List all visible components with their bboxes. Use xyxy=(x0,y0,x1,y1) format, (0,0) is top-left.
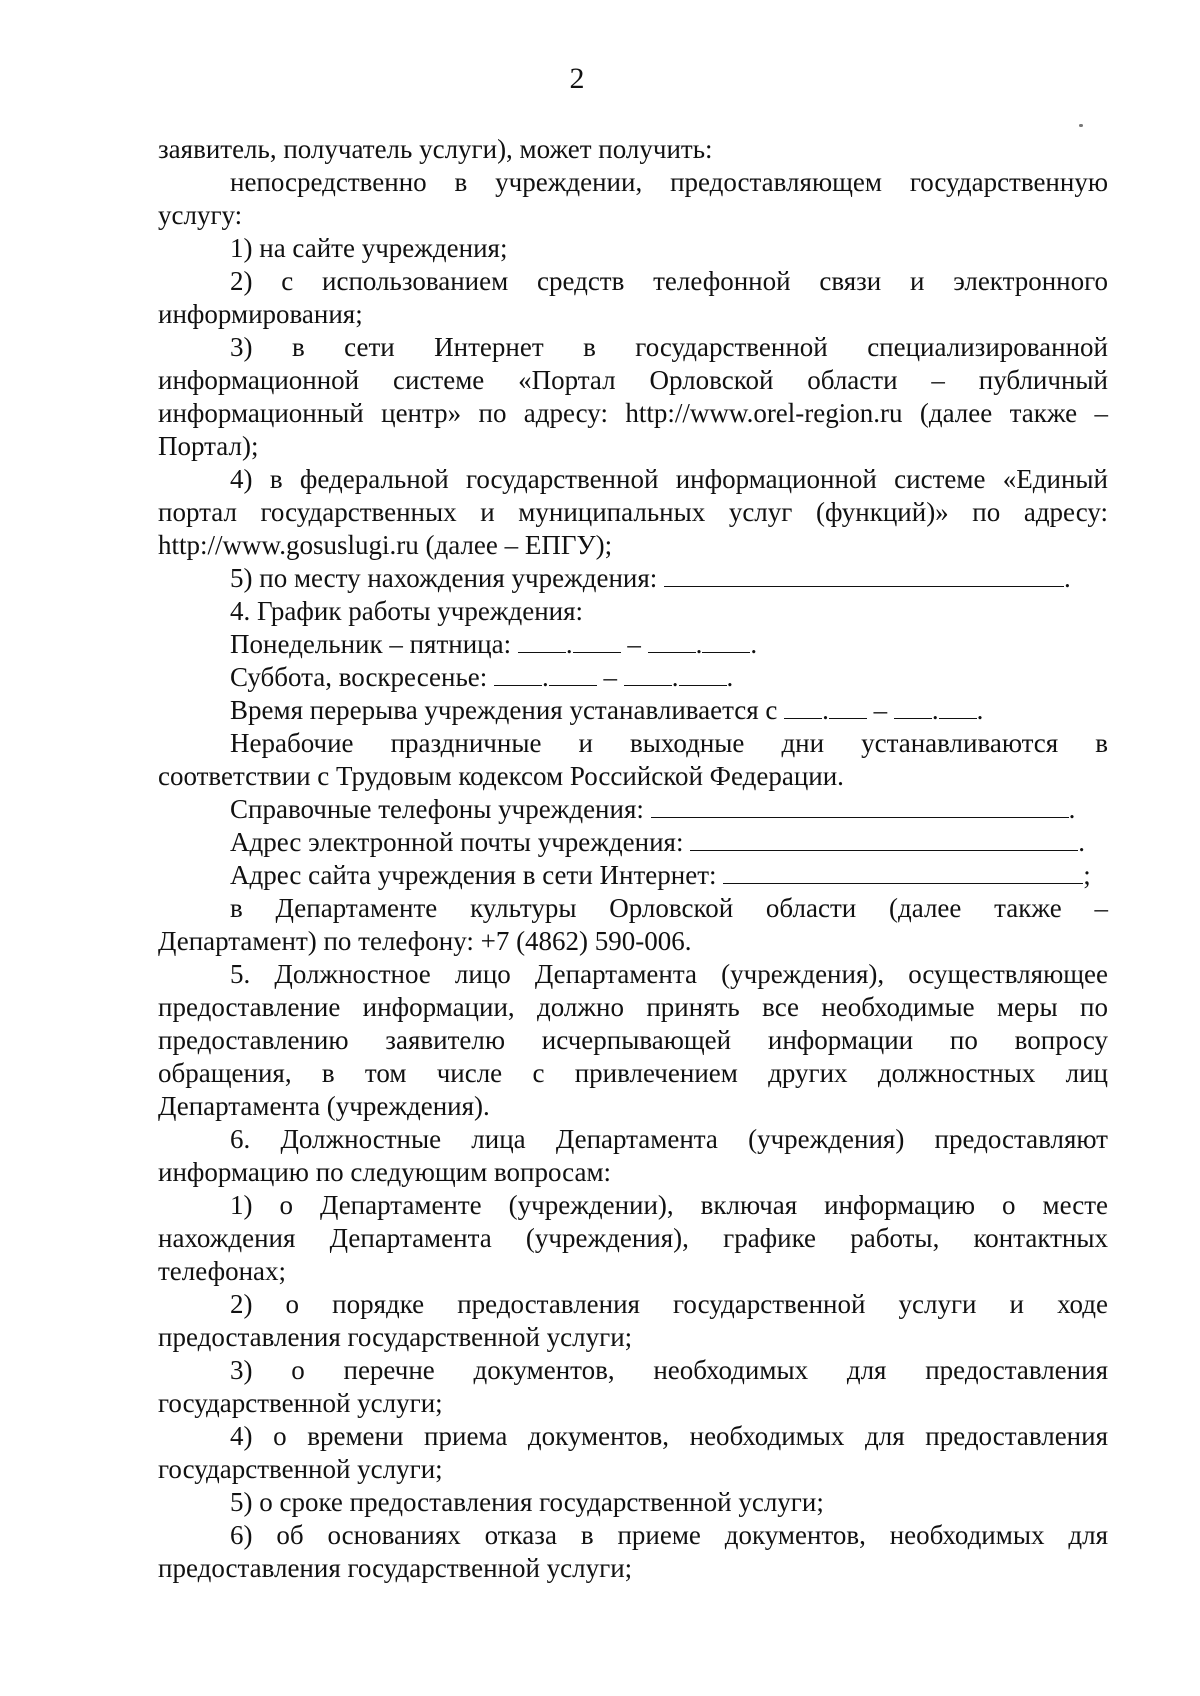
break-label: Время перерыва учреждения устанавливается с xyxy=(230,695,778,725)
break-line: Время перерыва учреждения устанавливается с . – . . xyxy=(230,695,984,725)
email-label: Адрес электронной почты учреждения: xyxy=(230,827,684,857)
site-label: Адрес сайта учреждения в сети Интернет: xyxy=(230,860,717,890)
time-blank xyxy=(518,630,566,653)
time-blank xyxy=(494,663,542,686)
site-line: Адрес сайта учреждения в сети Интернет: ; xyxy=(230,860,1091,890)
text-line: предоставлению заявителю исчерпывающей информации по вопросу xyxy=(158,1025,1108,1055)
text-line: телефонах; xyxy=(158,1256,286,1286)
time-blank xyxy=(648,630,696,653)
phones-label: Справочные телефоны учреждения: xyxy=(230,794,644,824)
text-line: информацию по следующим вопросам: xyxy=(158,1157,612,1187)
text-line: информационный центр» по адресу: http://www.orel-region.ru (далее также – xyxy=(158,398,1108,428)
text-line: 5. Должностное лицо Департамента (учреждения), осуществляющее xyxy=(230,959,1108,989)
email-line: Адрес электронной почты учреждения: . xyxy=(230,827,1085,857)
time-blank xyxy=(939,696,977,719)
email-blank xyxy=(690,828,1078,851)
place-line xyxy=(230,562,1108,594)
weekend-line: Суббота, воскресенье: . – . . xyxy=(230,662,734,692)
page-number: 2 xyxy=(569,62,585,95)
text-line: 3) в сети Интернет в государственной специализированной xyxy=(230,332,1108,362)
time-blank xyxy=(702,630,750,653)
text-line: заявитель, получатель услуги), может получить: xyxy=(158,134,713,164)
time-blank xyxy=(549,663,597,686)
text-line: Нерабочие праздничные и выходные дни устанавливаются в xyxy=(230,728,1108,758)
text-line: 3) о перечне документов, необходимых для предоставления xyxy=(230,1355,1108,1385)
text-line: предоставление информации, должно принять все необходимые меры по xyxy=(158,992,1108,1022)
text-line: 6) об основаниях отказа в приеме документов, необходимых для xyxy=(230,1520,1108,1550)
text-line: информационной системе «Портал Орловской области – публичный xyxy=(158,365,1108,395)
place-end: . xyxy=(1064,563,1071,593)
text-line: 4) о времени приема документов, необходимых для предоставления xyxy=(230,1421,1108,1451)
phones-blank xyxy=(651,795,1069,818)
site-blank xyxy=(723,861,1083,884)
text-line: Департамент) по телефону: +7 (4862) 590-006. xyxy=(158,926,692,956)
text-line: 2) о порядке предоставления государственной услуги и ходе xyxy=(230,1289,1108,1319)
text-line: 6. Должностные лица Департамента (учреждения) предоставляют xyxy=(230,1124,1108,1154)
schedule-heading: 4. График работы учреждения: xyxy=(230,596,584,626)
time-blank xyxy=(679,663,727,686)
scan-speck xyxy=(1079,124,1083,127)
text-line: портал государственных и муниципальных услуг (функций)» по адресу: xyxy=(158,497,1108,527)
text-line: 1) о Департаменте (учреждении), включая информацию о месте xyxy=(230,1190,1108,1220)
text-line: информирования; xyxy=(158,299,363,329)
text-line: 5) о сроке предоставления государственной услуги; xyxy=(230,1487,824,1517)
place-blank xyxy=(664,564,1064,587)
time-blank xyxy=(573,630,621,653)
text-line: соответствии с Трудовым кодексом Российской Федерации. xyxy=(158,761,844,791)
time-blank xyxy=(784,696,822,719)
text-line: 1) на сайте учреждения; xyxy=(230,233,508,263)
weekdays-line: Понедельник – пятница: . – . . xyxy=(230,629,758,659)
phones-line: Справочные телефоны учреждения: . xyxy=(230,794,1076,824)
text-line: Департамента (учреждения). xyxy=(158,1091,490,1121)
text-line: 4) в федеральной государственной информационной системе «Единый xyxy=(230,464,1108,494)
time-blank xyxy=(624,663,672,686)
text-line: предоставления государственной услуги; xyxy=(158,1553,633,1583)
time-blank xyxy=(829,696,867,719)
weekend-label: Суббота, воскресенье: xyxy=(230,662,488,692)
text-line: http://www.gosuslugi.ru (далее – ЕПГУ); xyxy=(158,530,613,560)
text-line: непосредственно в учреждении, предоставляющем государственную xyxy=(230,167,1108,197)
text-line: предоставления государственной услуги; xyxy=(158,1322,633,1352)
text-line: обращения, в том числе с привлечением других должностных лиц xyxy=(158,1058,1108,1088)
place-label: 5) по месту нахождения учреждения: xyxy=(230,563,658,593)
text-line: государственной услуги; xyxy=(158,1388,443,1418)
time-blank xyxy=(894,696,932,719)
text-line: нахождения Департамента (учреждения), графике работы, контактных xyxy=(158,1223,1108,1253)
text-line: в Департаменте культуры Орловской области (далее также – xyxy=(230,893,1108,923)
text-line: услугу: xyxy=(158,200,243,230)
text-line: Портал); xyxy=(158,431,259,461)
text-line: 2) с использованием средств телефонной связи и электронного xyxy=(230,266,1108,296)
text-line: государственной услуги; xyxy=(158,1454,443,1484)
weekdays-label: Понедельник – пятница: xyxy=(230,629,512,659)
